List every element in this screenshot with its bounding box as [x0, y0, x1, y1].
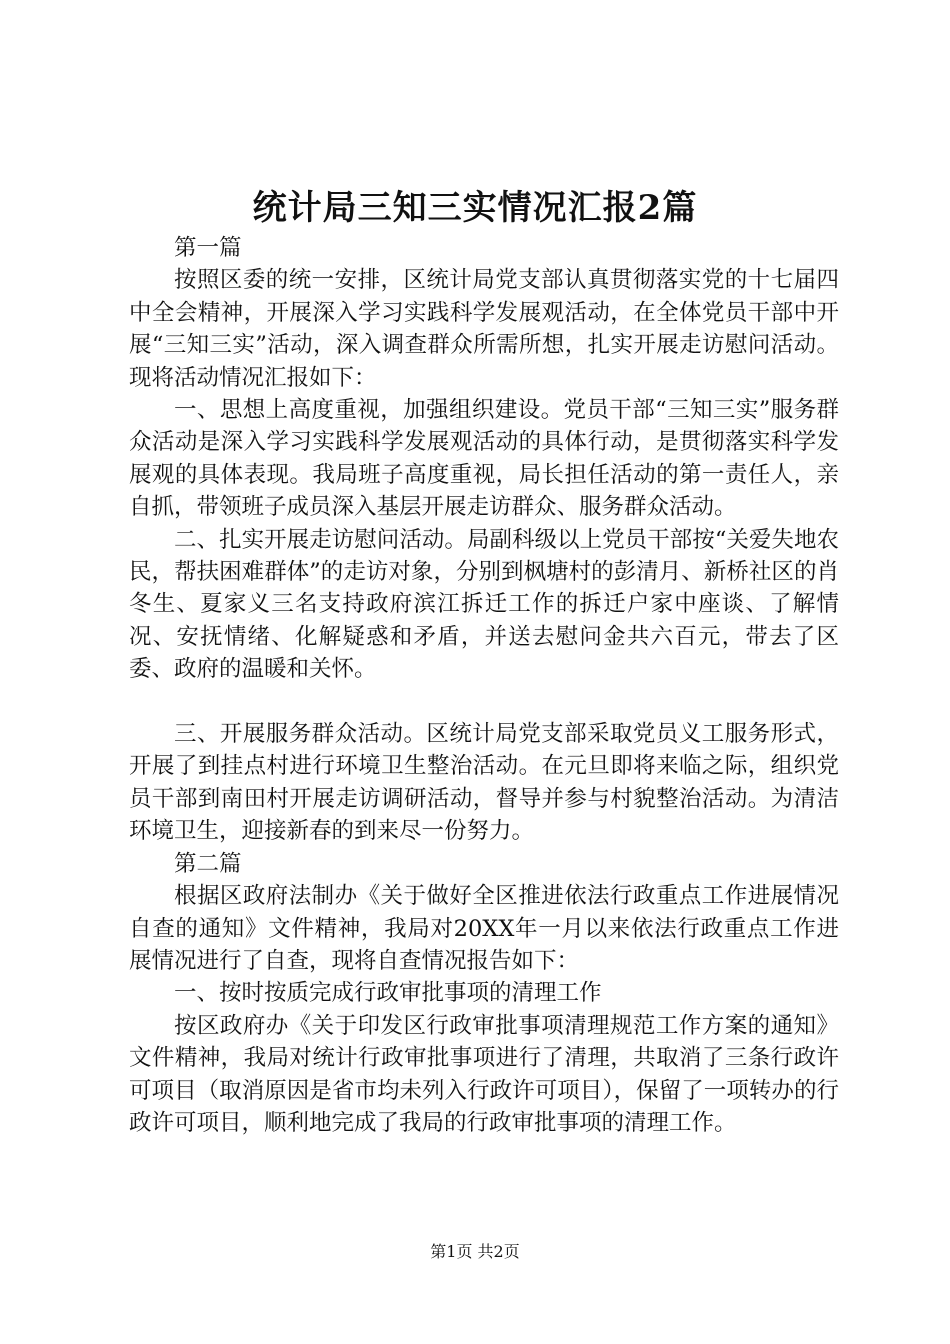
page-number-footer: 第1页 共2页 — [430, 1242, 520, 1261]
document-title: 统计局三知三实情况汇报2篇 — [252, 188, 698, 228]
document-body — [129, 232, 839, 1139]
paragraph: 按区政府办《关于印发区行政审批事项清理规范工作方案的通知》文件精神，我局对统计行政审批事项进行了清理，共取消了三条行政许可项目（取消原因是省市均未列入行政许可项目），保留了一项转办的行政许可项目，顺利地完成了我局的行政审批事项的清理工作。 — [129, 1012, 839, 1136]
section-heading-part-two: 第二篇 — [174, 850, 242, 877]
paragraph: 根据区政府法制办《关于做好全区推进依法行政重点工作进展情况自查的通知》文件精神，我局对20XX年一月以来依法行政重点工作进展情况进行了自查，现将自查情况报告如下： — [129, 883, 839, 974]
paragraph: 二、扎实开展走访慰问活动。局副科级以上党员干部按“关爱失地农民，帮扶困难群体”的走访对象，分别到枫塘村的彭清月、新桥社区的肖冬生、夏家义三名支持政府滨江拆迁工作的拆迁户家中座谈、了解情况、安抚情绪、化解疑惑和矛盾，并送去慰问金共六百元，带去了区委、政府的温暖和关怀。 — [129, 526, 839, 683]
blank-line — [129, 686, 839, 718]
section-heading-part-one: 第一篇 — [174, 235, 242, 261]
paragraph: 按照区委的统一安排，区统计局党支部认真贯彻落实党的十七届四中全会精神，开展深入学习实践科学发展观活动，在全体党员干部中开展“三知三实”活动，深入调查群众所需所想，扎实开展走访慰问活动。现将活动情况汇报如下： — [129, 267, 839, 391]
paragraph: 三、开展服务群众活动。区统计局党支部采取党员义工服务形式，开展了到挂点村进行环境卫生整治活动。在元旦即将来临之际，组织党员干部到南田村开展走访调研活动，督导并参与村貌整治活动。为清洁环境卫生，迎接新春的到来尽一份努力。 — [129, 721, 839, 845]
paragraph: 一、思想上高度重视，加强组织建设。党员干部“三知三实”服务群众活动是深入学习实践科学发展观活动的具体行动，是贯彻落实科学发展观的具体表现。我局班子高度重视，局长担任活动的第一责任人，亲自抓，带领班子成员深入基层开展走访群众、服务群众活动。 — [129, 397, 839, 521]
subheading: 一、按时按质完成行政审批事项的清理工作 — [174, 980, 602, 1007]
